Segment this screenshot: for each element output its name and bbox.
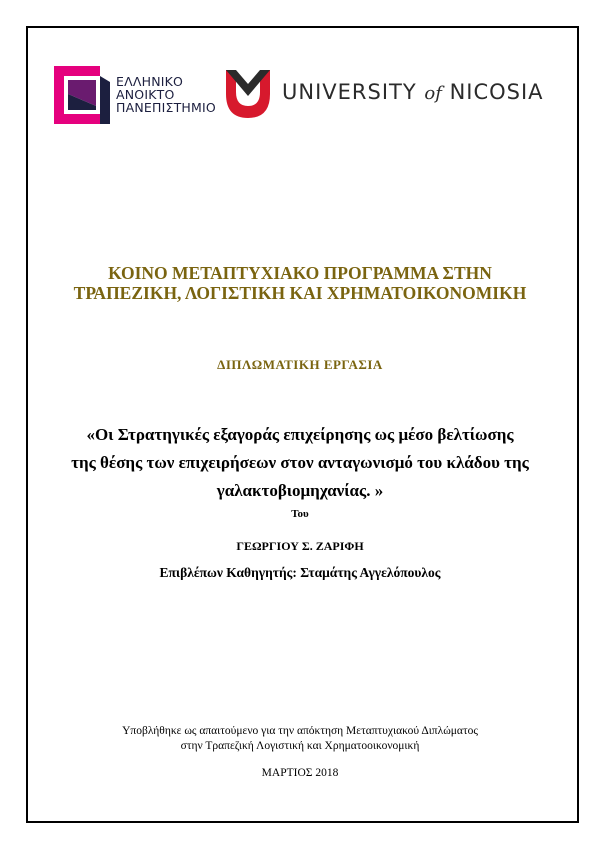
submission-line-1: Υποβλήθηκε ως απαιτούμενο για την απόκτηση Μεταπτυχιακού Διπλώματος — [122, 725, 478, 737]
submission-date: ΜΑΡΤΙΟΣ 2018 — [261, 767, 339, 779]
hou-line-1: ΕΛΛΗΝΙΚΟ — [116, 74, 184, 89]
unic-word-university: UNIVERSITY — [282, 80, 417, 104]
university-of-nicosia-logo — [226, 70, 544, 120]
program-title-line-2: ΤΡΑΠΕΖΙΚΗ, ΛΟΓΙΣΤΙΚΗ ΚΑΙ ΧΡΗΜΑΤΟΙΚΟΝΟΜΙΚΗ — [73, 283, 527, 303]
program-title-line-1: ΚΟΙΝΟ ΜΕΤΑΠΤΥΧΙΑΚΟ ΠΡΟΓΡΑΜΜΑ ΣΤΗΝ — [108, 263, 492, 283]
hou-line-2: ΑΝΟΙΚΤΟ — [116, 87, 175, 102]
author-name: ΓΕΩΡΓΙΟΥ Σ. ΖΑΡΙΦΗ — [236, 539, 364, 553]
unic-word-of: of — [424, 83, 442, 104]
thesis-title-line-2: της θέσης των επιχειρήσεων στον ανταγωνισμό του κλάδου της — [71, 453, 529, 472]
unic-wordmark — [282, 80, 544, 104]
unic-shield-icon — [226, 70, 270, 118]
hou-emblem-icon — [54, 66, 110, 124]
thesis-type: ΔΙΠΛΩΜΑΤΙΚΗ ΕΡΓΑΣΙΑ — [217, 357, 383, 372]
hellenic-open-university-logo — [54, 66, 214, 126]
thesis-title-line-3: γαλακτοβιομηχανίας. » — [216, 481, 384, 500]
thesis-title-line-1: «Οι Στρατηγικές εξαγοράς επιχείρησης ως μέσο βελτίωσης — [86, 425, 514, 444]
supervisor: Επιβλέπων Καθηγητής: Σταμάτης Αγγελόπουλος — [159, 565, 441, 580]
thesis-title — [0, 421, 600, 505]
unic-word-nicosia: NICOSIA — [449, 80, 544, 104]
hou-line-3: ΠΑΝΕΠΙΣΤΗΜΙΟ — [116, 100, 216, 115]
by-label: Του — [291, 508, 309, 520]
submission-statement — [0, 724, 600, 754]
program-title — [0, 263, 600, 303]
submission-line-2: στην Τραπεζική Λογιστική και Χρηματοοικονομική — [180, 740, 420, 752]
hou-wordmark — [116, 75, 216, 114]
